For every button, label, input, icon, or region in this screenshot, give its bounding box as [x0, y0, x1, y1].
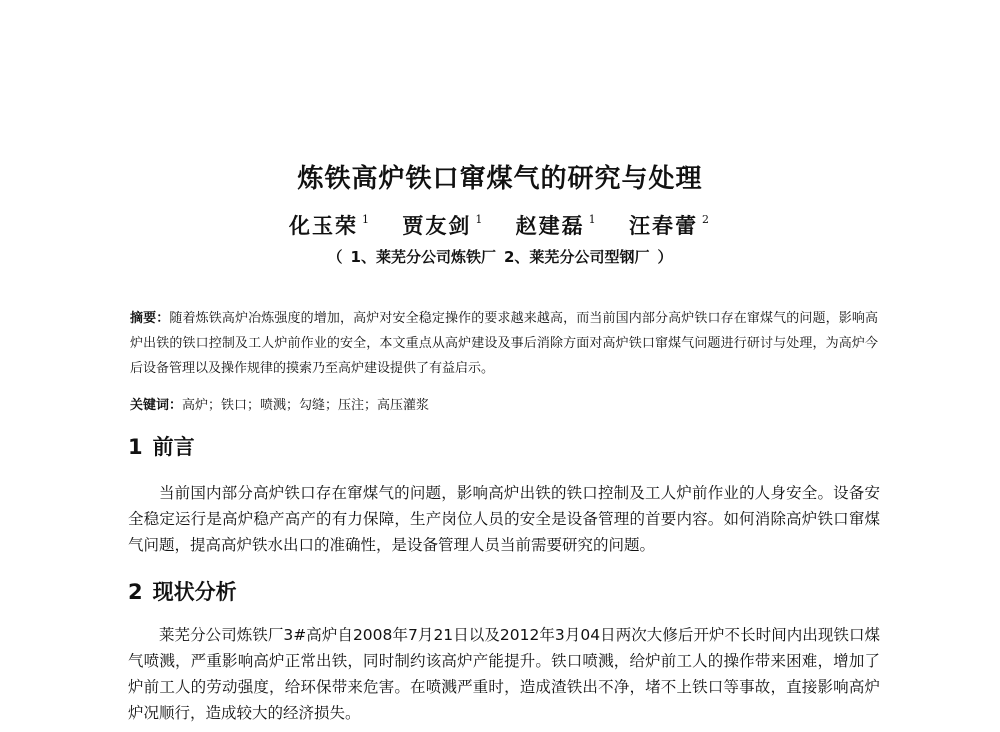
abstract-text: 随着炼铁高炉冶炼强度的增加，高炉对安全稳定操作的要求越来越高，而当前国内部分高炉铁口存在窜煤气的问题，影响高炉出铁的铁口控制及工人炉前作业的安全，本文重点从高炉建设及事后消除方面对高炉铁口窜煤气问题进行研讨与处理，为高炉今后设备管理以及操作规律的摸索乃至高炉建设提供了有益启示。	[130, 311, 878, 376]
section-number: 2	[128, 580, 143, 604]
author	[516, 210, 598, 240]
author-name: 赵建磊	[515, 213, 585, 238]
abstract	[130, 306, 878, 381]
affiliation-close-paren: ）	[657, 248, 673, 266]
section-paragraph: 当前国内部分高炉铁口存在窜煤气的问题，影响高炉出铁的铁口控制及工人炉前作业的人身安全。设备安全稳定运行是高炉稳产高产的有力保障，生产岗位人员的安全是设备管理的首要内容。如何消除高炉铁口窜煤气问题，提高高炉铁水出口的准确性，是设备管理人员当前需要研究的问题。	[128, 484, 880, 554]
author-name: 化玉荣	[289, 213, 359, 238]
author-affiliation-mark: 1	[362, 213, 372, 226]
keywords	[130, 394, 878, 413]
affiliation-1: 1、莱芜分公司炼铁厂	[350, 248, 496, 266]
author	[289, 210, 371, 240]
author	[402, 210, 484, 240]
author-affiliation-mark: 1	[588, 213, 598, 226]
author-name: 汪春蕾	[628, 213, 698, 238]
section-number: 1	[128, 435, 143, 459]
keywords-text: 高炉；铁口；喷溅；勾缝；压注；高压灌浆	[182, 398, 430, 413]
affiliation-2: 2、莱芜分公司型钢厂	[504, 248, 650, 266]
affiliations	[0, 246, 1000, 267]
author	[629, 210, 711, 240]
section-heading	[128, 576, 237, 606]
keywords-label: 关键词：	[130, 398, 183, 413]
author-affiliation-mark: 2	[701, 213, 711, 226]
section-title: 现状分析	[152, 580, 237, 604]
author-affiliation-mark: 1	[475, 213, 485, 226]
author-name: 贾友剑	[402, 213, 472, 238]
section-paragraph: 莱芜分公司炼铁厂3#高炉自2008年7月21日以及2012年3月04日两次大修后开炉不长时间内出现铁口煤气喷溅，严重影响高炉正常出铁，同时制约该高炉产能提升。铁口喷溅，给炉前工人的操作带来困难，增加了炉前工人的劳动强度，给环保带来危害。在喷溅严重时，造成渣铁出不净，堵不上铁口等事故，直接影响高炉炉况顺行，造成较大的经济损失。	[128, 626, 880, 722]
author-list	[0, 210, 1000, 240]
section-heading	[128, 431, 195, 461]
paper-title: 炼铁高炉铁口窜煤气的研究与处理	[297, 164, 703, 194]
affiliation-open-paren: （	[327, 248, 343, 266]
section-title: 前言	[152, 435, 195, 459]
abstract-label: 摘要：	[130, 311, 170, 326]
